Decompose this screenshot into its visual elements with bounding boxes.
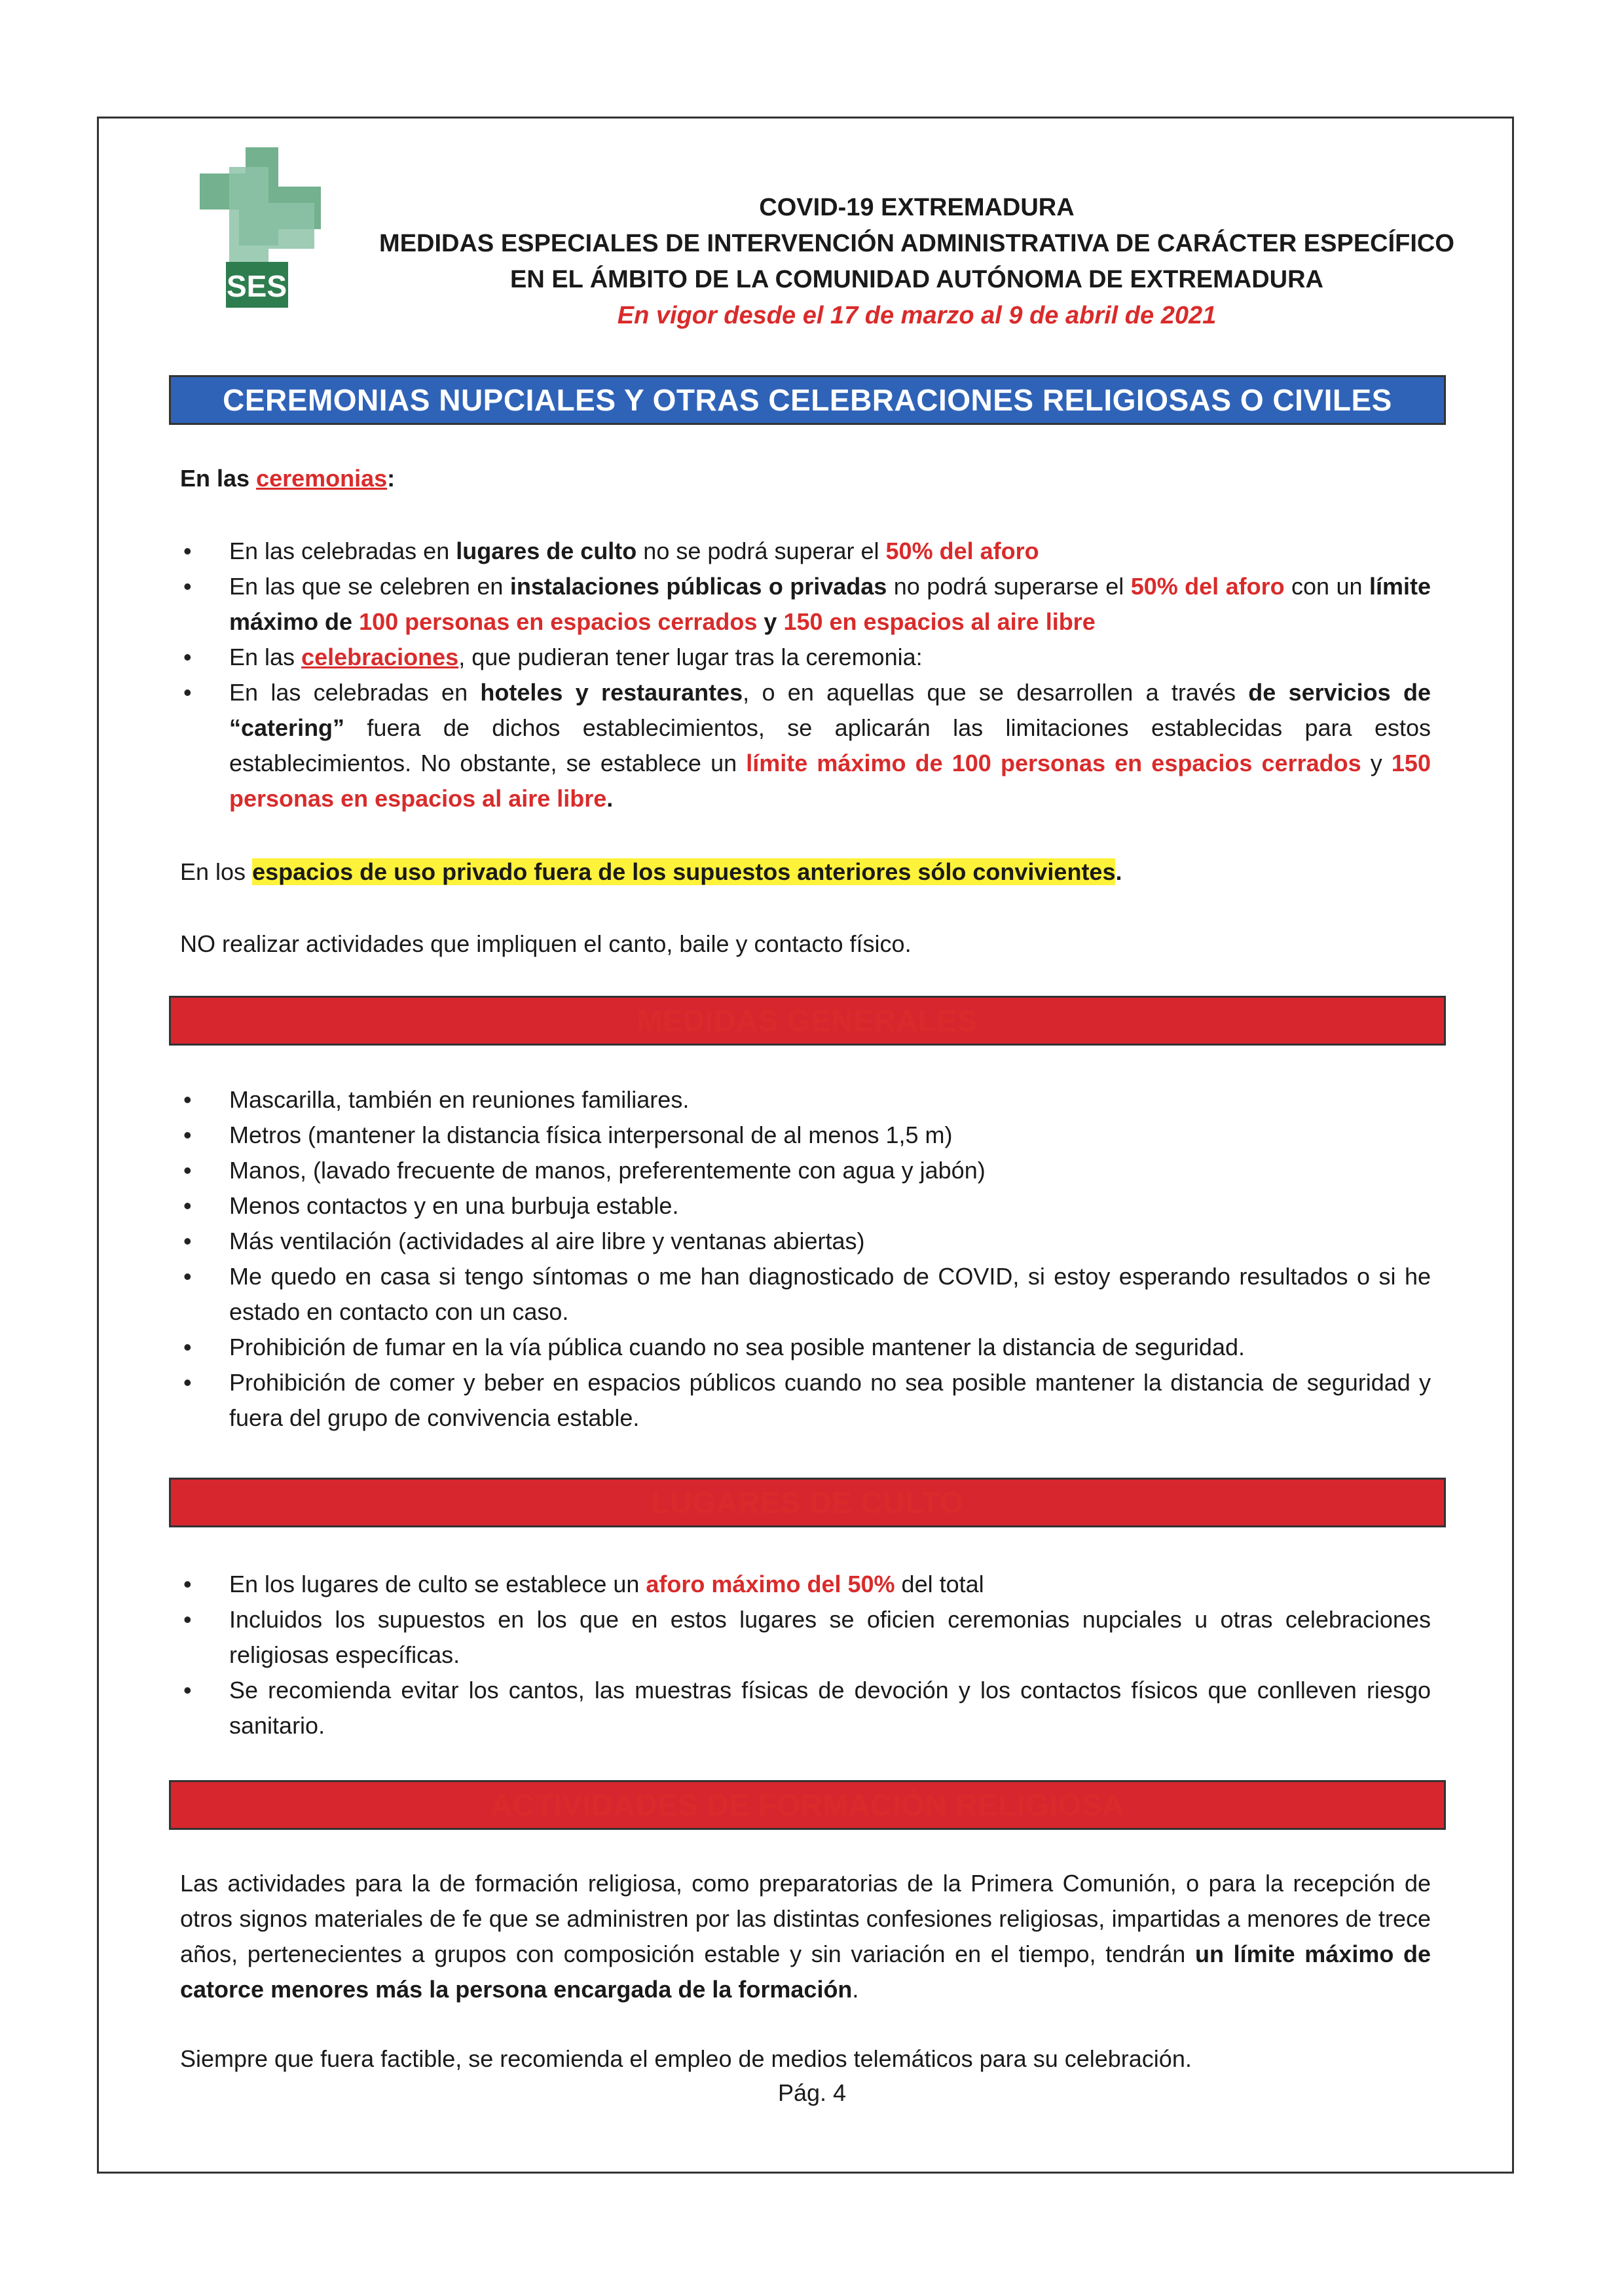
list-item: • Más ventilación (actividades al aire libre y ventanas abiertas) [180,1224,1431,1259]
highlighted-text: espacios de uso privado fuera de los supuestos anteriores sólo convivientes [252,858,1116,885]
list-item: • Me quedo en casa si tengo síntomas o me han diagnosticado de COVID, si estoy esperando resultados o si he estado en contacto con un caso. [180,1259,1431,1330]
celebraciones-link[interactable]: celebraciones [301,644,459,670]
document-header [341,190,1493,334]
header-line-1: COVID-19 EXTREMADURA [759,194,1075,221]
validity-dates: En vigor desde el 17 de marzo al 9 de abril de 2021 [617,302,1217,329]
medidas-list [180,1082,1431,1436]
formacion-paragraph: Las actividades para la de formación religiosa, como preparatorias de la Primera Comunión, o para la recepción de otros signos materiales de fe que se administren por las distintas confesiones religiosas, impartidas a menores de trece años, pertenecientes a grupos con composición estable y sin variación en el tiempo, tendrán un límite máximo de catorce menores más la persona encargada de la formación. [180,1870,1431,2003]
ceremonias-intro [180,461,1431,496]
section-title-formacion: ACTIVIDADES DE FORMACIÓN RELIGIOSA [169,1780,1446,1830]
section-title-lugares: LUGARES DE CULTO [169,1478,1446,1527]
lugares-list-wrap [180,1567,1431,1743]
list-item: • Prohibición de fumar en la vía pública cuando no sea posible mantener la distancia de seguridad. [180,1330,1431,1365]
list-item: • Manos, (lavado frecuente de manos, preferentemente con agua y jabón) [180,1153,1431,1188]
section-title-medidas: MEDIDAS GENERALES [169,996,1446,1046]
page-number: Pág. 4 [777,2079,847,2106]
list-item: • En las celebradas en lugares de culto no se podrá superar el 50% del aforo [180,534,1431,569]
intro-colon: : [387,465,396,492]
private-spaces: En los espacios de uso privado fuera de los supuestos anteriores sólo convivientes. [180,858,1122,885]
list-item: • Incluidos los supuestos en los que en estos lugares se oficien ceremonias nupciales u otras celebraciones religiosas específicas. [180,1602,1431,1673]
list-item: • En las que se celebren en instalaciones públicas o privadas no podrá superarse el 50% del aforo con un límite máximo de 100 personas en espacios cerrados y 150 en espacios al aire libre [180,569,1431,640]
list-item: • En los lugares de culto se establece un aforo máximo del 50% del total [180,1567,1431,1602]
medidas-list-wrap [180,1082,1431,1436]
list-item: • Mascarilla, también en reuniones familiares. [180,1082,1431,1118]
ceremonias-list [180,534,1431,816]
logo-text: SES [226,269,287,303]
lugares-list [180,1567,1431,1743]
header-line-3: EN EL ÁMBITO DE LA COMUNIDAD AUTÓNOMA DE EXTREMADURA [509,266,1324,293]
intro-text: En las [180,465,257,492]
ceremonias-link[interactable]: ceremonias [256,465,388,492]
no-activities: NO realizar actividades que impliquen el canto, baile y contacto físico. [180,930,912,957]
header-line-2: MEDIDAS ESPECIALES DE INTERVENCIÓN ADMINISTRATIVA DE CARÁCTER ESPECÍFICO [379,230,1454,257]
list-item: • En las celebraciones, que pudieran tener lugar tras la ceremonia: [180,640,1431,675]
list-item: • Menos contactos y en una burbuja estable. [180,1188,1431,1224]
list-item: • Metros (mantener la distancia física interpersonal de al menos 1,5 m) [180,1118,1431,1153]
list-item: • Se recomienda evitar los cantos, las muestras físicas de devoción y los contactos físicos que conlleven riesgo sanitario. [180,1673,1431,1743]
telematic-note: Siempre que fuera factible, se recomienda el empleo de medios telemáticos para su celebración. [180,2045,1192,2072]
ses-logo [200,147,321,308]
ceremonias-list-wrap [180,534,1431,816]
list-item: • En las celebradas en hoteles y restaurantes, o en aquellas que se desarrollen a través de servicios de “catering” fuera de dichos establecimientos, se aplicarán las limitaciones establecidas para estos establecimientos. No obstante, se establece un límite máximo de 100 personas en espacios cerrados y 150 personas en espacios al aire libre. [180,675,1431,816]
section-title-ceremonias: CEREMONIAS NUPCIALES Y OTRAS CELEBRACIONES RELIGIOSAS O CIVILES [169,375,1446,425]
list-item: • Prohibición de comer y beber en espacios públicos cuando no sea posible mantener la distancia de seguridad y fuera del grupo de convivencia estable. [180,1365,1431,1436]
